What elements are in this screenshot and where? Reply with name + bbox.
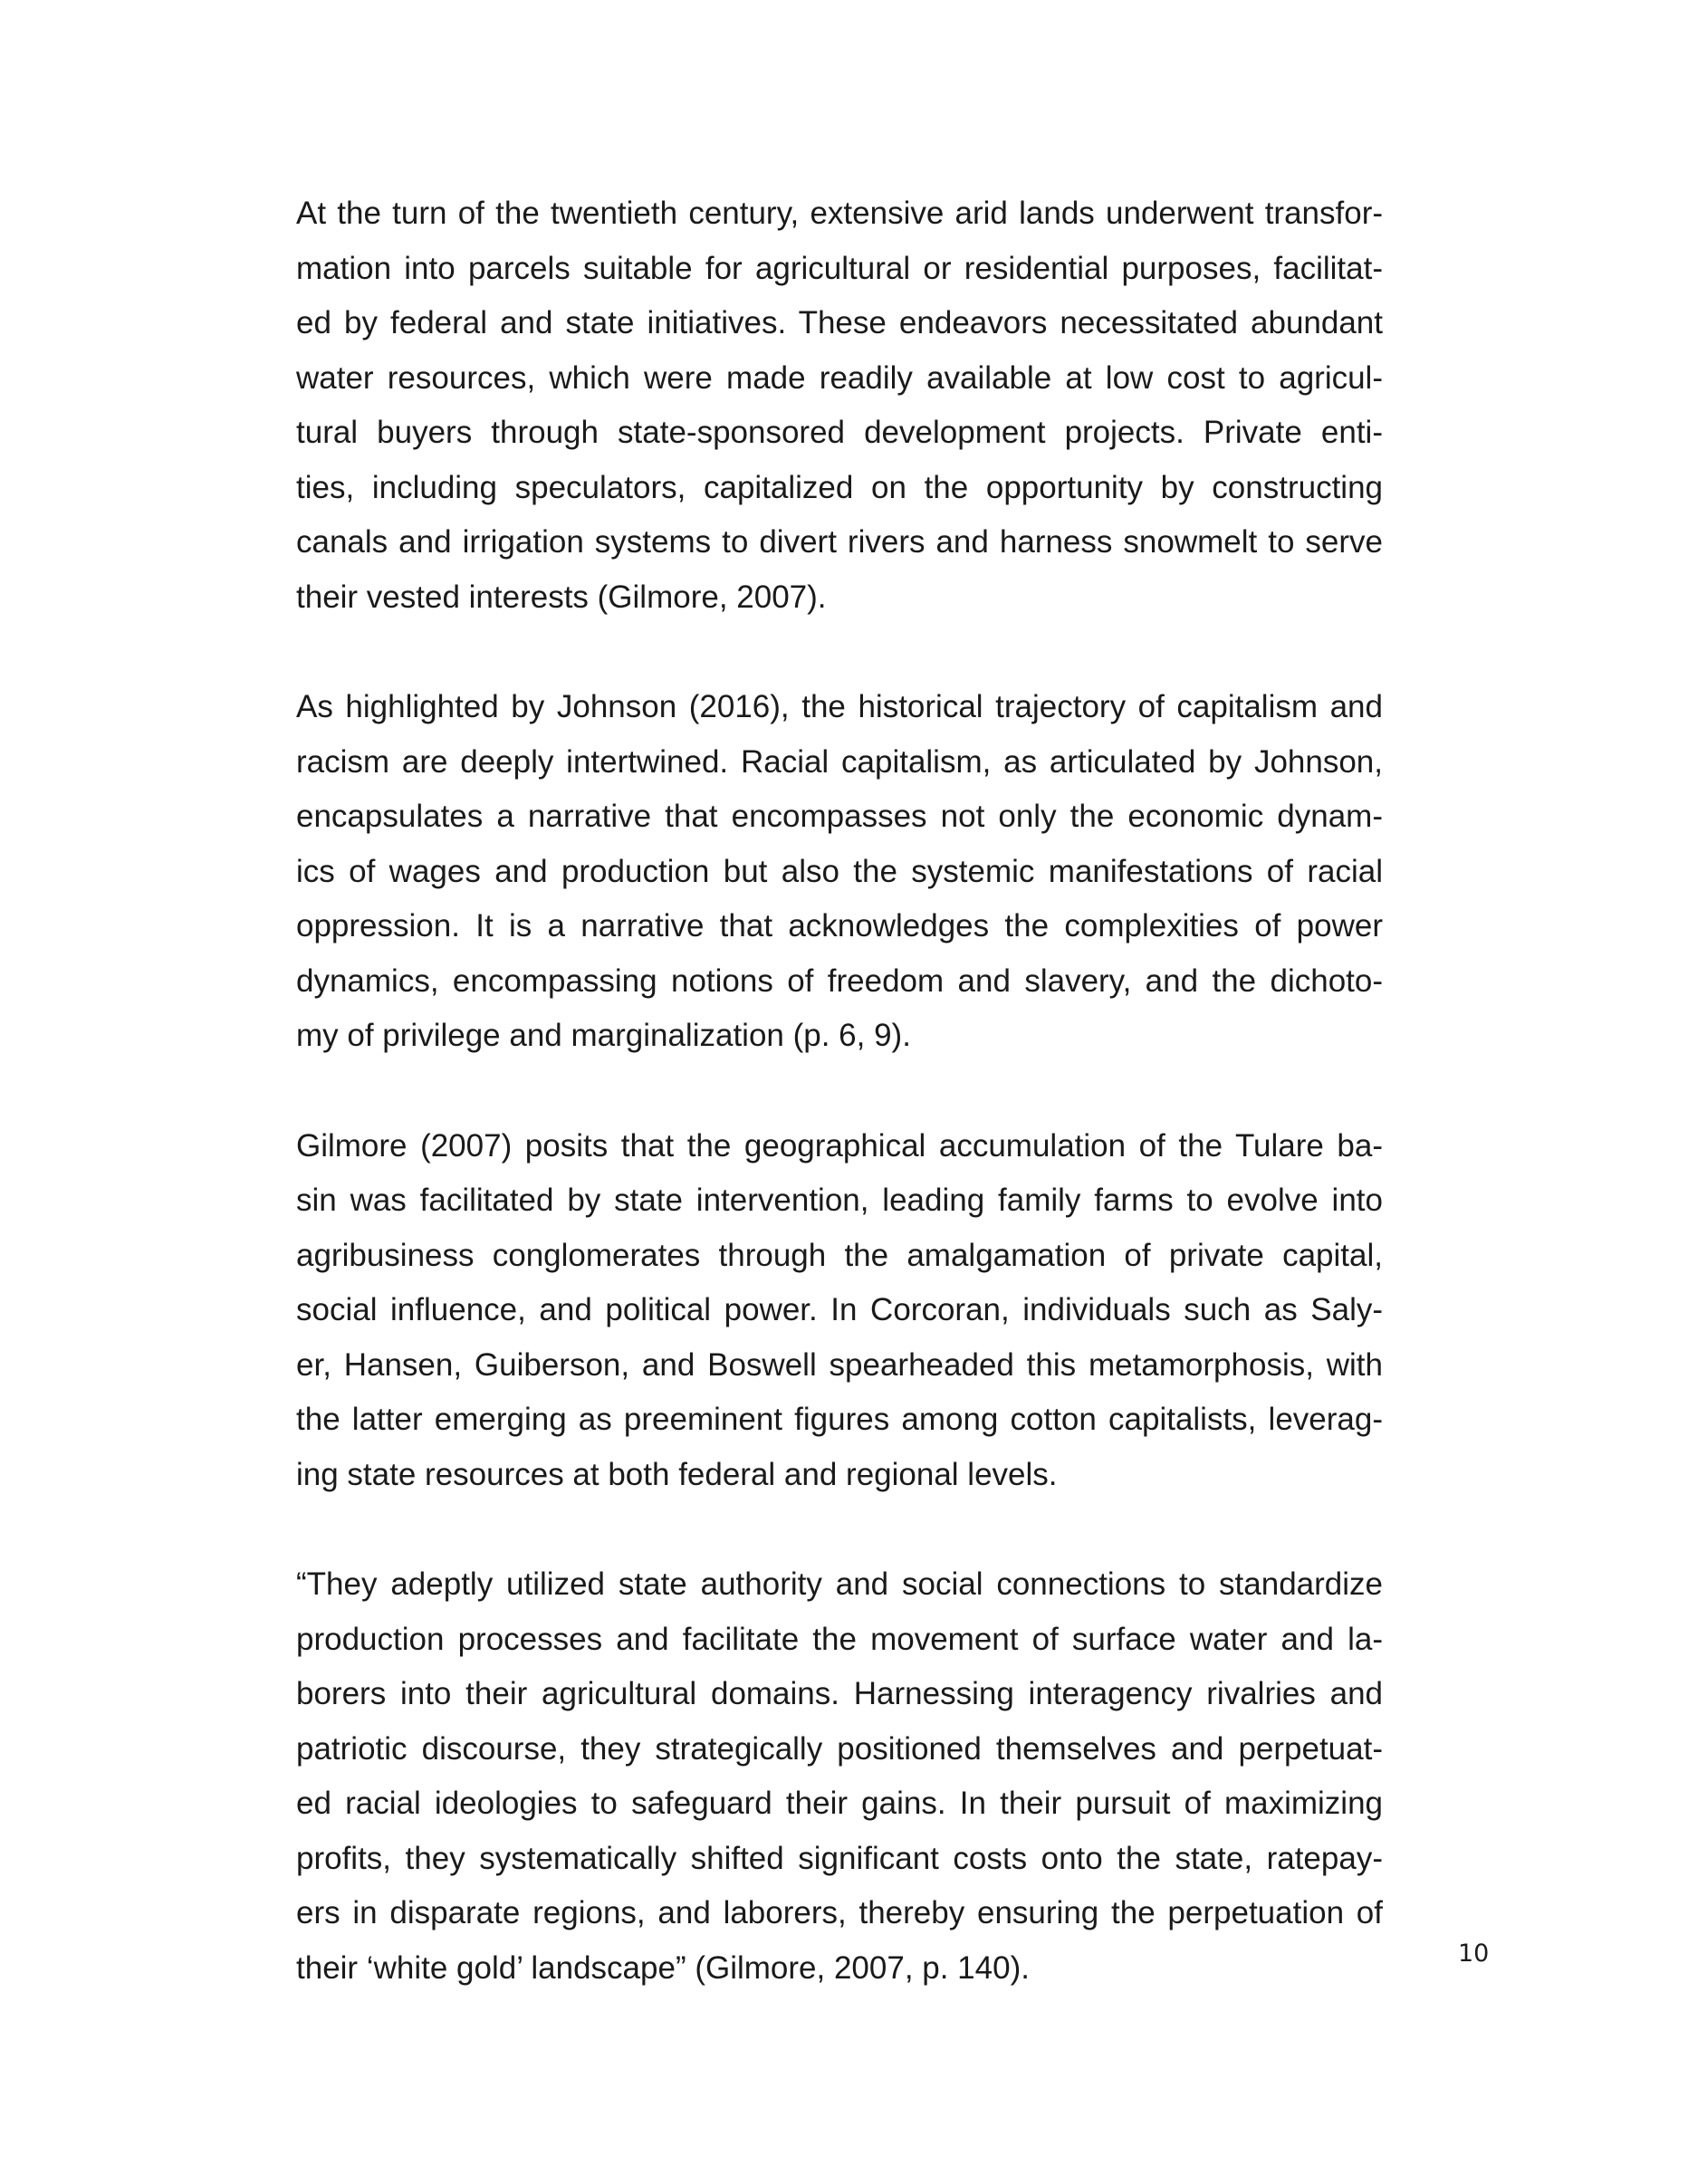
- paragraph-4-quote: [296, 1557, 1383, 1996]
- text-line: ics of wages and production but also the systemic manifestations of racial: [296, 853, 1383, 889]
- text-line: “They adeptly utilized state authority and social connections to standardize: [296, 1566, 1383, 1602]
- text-line: tural buyers through state-sponsored development projects. Private enti-: [296, 415, 1383, 450]
- text-line: water resources, which were made readily available at low cost to agricul-: [296, 359, 1383, 396]
- text-line: As highlighted by Johnson (2016), the historical trajectory of capitalism and: [296, 689, 1383, 724]
- text-line: canals and irrigation systems to divert rivers and harness snowmelt to serve: [296, 524, 1383, 560]
- text-line: patriotic discourse, they strategically positioned themselves and perpetuat-: [296, 1730, 1383, 1767]
- text-line: At the turn of the twentieth century, extensive arid lands underwent transfor-: [296, 196, 1383, 231]
- text-line: racism are deeply intertwined. Racial capitalism, as articulated by Johnson,: [296, 743, 1383, 780]
- text-line: ed by federal and state initiatives. These endeavors necessitated abundant: [296, 305, 1383, 340]
- text-line: ing state resources at both federal and regional levels.: [296, 1456, 1058, 1492]
- text-line: mation into parcels suitable for agricultural or residential purposes, facilitat-: [296, 250, 1383, 286]
- body-text: [296, 187, 1383, 1996]
- text-line: borers into their agricultural domains. Harnessing interagency rivalries and: [296, 1676, 1383, 1711]
- text-line: ed racial ideologies to safeguard their gains. In their pursuit of maximizing: [296, 1786, 1383, 1821]
- paragraph-1: [296, 187, 1383, 625]
- text-line: oppression. It is a narrative that acknowledges the complexities of power: [296, 908, 1383, 944]
- text-line: the latter emerging as preeminent figures among cotton capitalists, leverag-: [296, 1402, 1383, 1437]
- paragraph-3: [296, 1119, 1383, 1503]
- text-line: dynamics, encompassing notions of freedom and slavery, and the dichoto-: [296, 963, 1383, 999]
- text-line: social influence, and political power. In Corcoran, individuals such as Saly-: [296, 1292, 1383, 1327]
- paragraph-2: [296, 680, 1383, 1064]
- text-line: ers in disparate regions, and laborers, thereby ensuring the perpetuation of: [296, 1895, 1383, 1930]
- text-line: sin was facilitated by state intervention, leading family farms to evolve into: [296, 1183, 1383, 1218]
- text-line: er, Hansen, Guiberson, and Boswell spearheaded this metamorphosis, with: [296, 1346, 1383, 1383]
- text-line: ties, including speculators, capitalized on the opportunity by constructing: [296, 469, 1383, 505]
- text-line: profits, they systematically shifted significant costs onto the state, ratepay-: [296, 1840, 1383, 1876]
- text-line: their vested interests (Gilmore, 2007).: [296, 579, 827, 615]
- text-line: encapsulates a narrative that encompasses not only the economic dynam-: [296, 799, 1383, 834]
- text-line: their ‘white gold’ landscape” (Gilmore, 2007, p. 140).: [296, 1949, 1030, 1986]
- text-line: agribusiness conglomerates through the amalgamation of private capital,: [296, 1237, 1383, 1273]
- text-line: my of privilege and marginalization (p. 6, 9).: [296, 1018, 911, 1053]
- text-line: Gilmore (2007) posits that the geographical accumulation of the Tulare ba-: [296, 1127, 1383, 1164]
- text-line: production processes and facilitate the movement of surface water and la-: [296, 1621, 1383, 1657]
- page-number: 10: [1458, 1940, 1490, 1968]
